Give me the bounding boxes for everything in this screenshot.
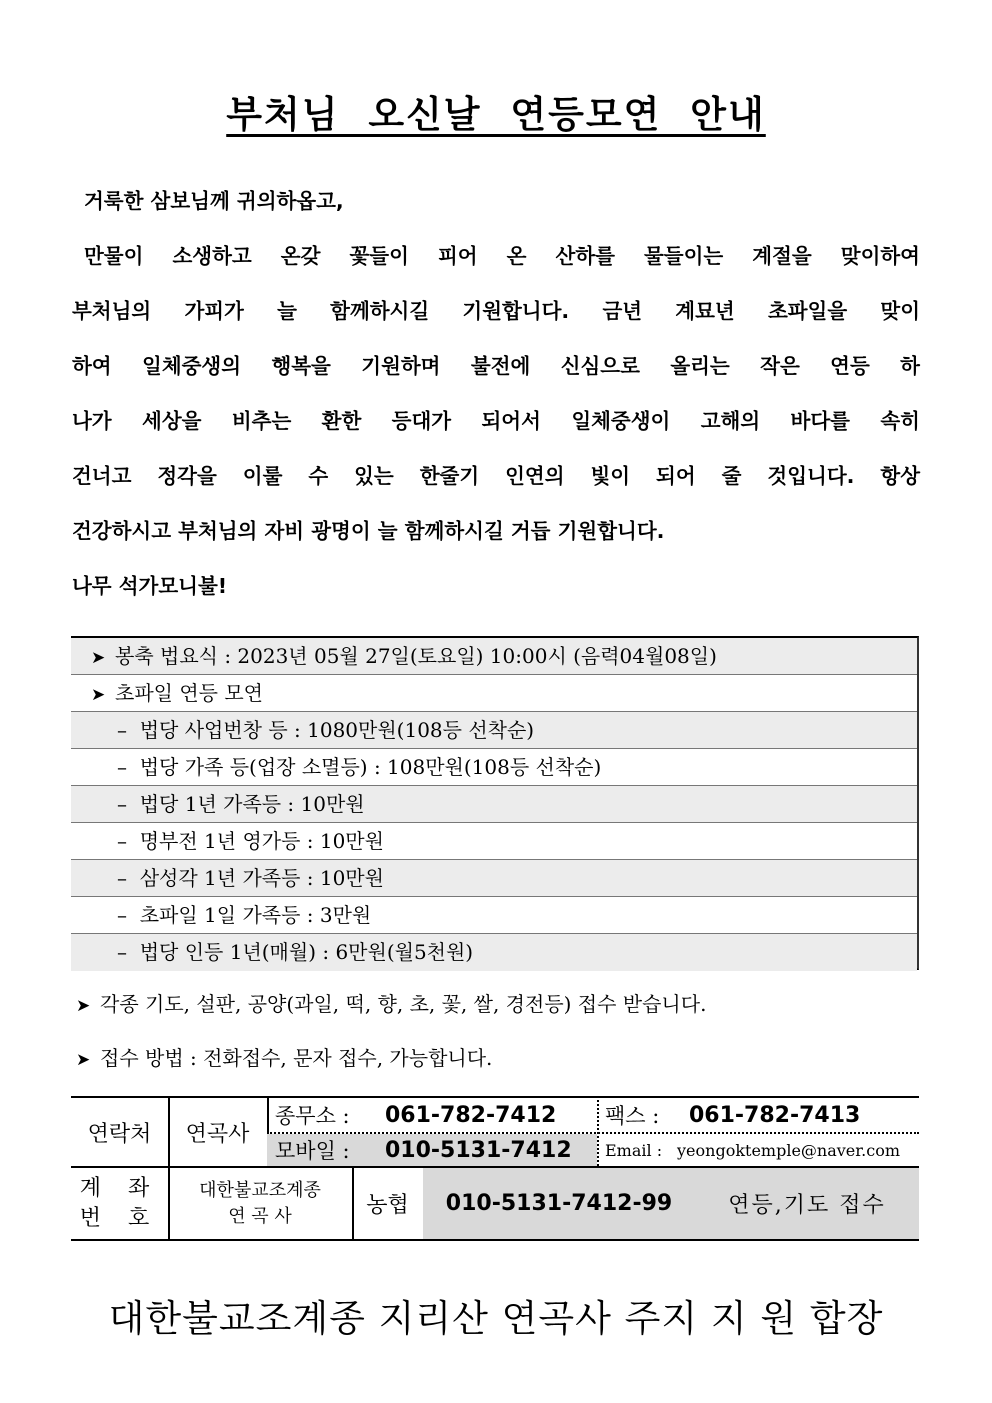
- arrow-icon: ➤: [76, 1050, 91, 1070]
- temple-name: 연곡사: [185, 1121, 250, 1147]
- ceremony-row: ➤ 봉축 법요식 : 2023년 05월 27일(토요일) 10:00시 (음력04월08일): [71, 638, 917, 675]
- fax-number: 061-782-7413: [689, 1102, 861, 1128]
- fax-label: 팩스 :: [605, 1104, 660, 1128]
- contact-label: 연락처: [87, 1121, 152, 1147]
- lantern-item: – 초파일 1일 가족등 : 3만원: [71, 897, 917, 934]
- lantern-item: – 명부전 1년 영가등 : 10만원: [71, 823, 917, 860]
- arrow-icon: ➤: [91, 648, 106, 668]
- body-line: 하여 일체중생의 행복을 기원하며 불전에 신심으로 올리는 작은 연등 하: [72, 354, 920, 378]
- closing-line: 나무 석가모니불!: [72, 574, 228, 598]
- account-holder: 대한불교조계종 연 곡 사: [199, 1179, 321, 1227]
- office-phone: 061-782-7412: [385, 1102, 557, 1128]
- page-title: 부처님 오신날 연등모연 안내: [226, 93, 766, 136]
- account-label: 계 좌 번 호: [79, 1175, 160, 1231]
- mobile-phone: 010-5131-7412: [385, 1137, 572, 1163]
- lantern-item: – 삼성각 1년 가족등 : 10만원: [71, 860, 917, 897]
- body-line: 나가 세상을 비추는 환한 등대가 되어서 일체중생이 고해의 바다를 속히: [72, 409, 920, 433]
- lantern-item: – 법당 가족 등(업장 소멸등) : 108만원(108등 선착순): [71, 749, 917, 786]
- lantern-item: – 법당 인등 1년(매월) : 6만원(월5천원): [71, 934, 917, 971]
- account-number: 010-5131-7412-99: [445, 1191, 673, 1216]
- lantern-item: – 법당 사업번창 등 : 1080만원(108등 선착순): [71, 712, 917, 749]
- account-purpose: 연등,기도 접수: [728, 1193, 886, 1218]
- contact-table: [71, 1096, 919, 1241]
- greeting-line: 거룩한 삼보님께 귀의하옵고,: [84, 189, 344, 213]
- body-line: 건강하시고 부처님의 자비 광명이 늘 함께하시길 거듭 기원합니다.: [72, 519, 665, 543]
- notice-method: ➤ 접수 방법 : 전화접수, 문자 접수, 가능합니다.: [76, 1046, 493, 1070]
- body-line: 건너고 정각을 이룰 수 있는 한줄기 인연의 빛이 되어 줄 것입니다. 항상: [72, 464, 920, 488]
- notice-offerings: ➤ 각종 기도, 설판, 공양(과일, 떡, 향, 초, 꽃, 쌀, 경전등) 접수 받습니다.: [76, 992, 707, 1016]
- bank-name: 농협: [366, 1193, 409, 1218]
- office-phone-label: 종무소 :: [275, 1104, 350, 1128]
- event-box: [71, 636, 919, 970]
- footer-signature: 대한불교조계종 지리산 연곡사 주지 지 원 합장: [108, 1297, 884, 1340]
- body-line: 만물이 소생하고 온갖 꽃들이 피어 온 산하를 물들이는 계절을 맞이하여: [84, 244, 920, 268]
- body-line: 부처님의 가피가 늘 함께하시길 기원합니다. 금년 계묘년 초파일을 맞이: [72, 299, 920, 323]
- arrow-icon: ➤: [76, 996, 91, 1016]
- email-label: Email :: [605, 1140, 663, 1160]
- arrow-icon: ➤: [91, 685, 106, 705]
- lantern-item: – 법당 1년 가족등 : 10만원: [71, 786, 917, 823]
- mobile-phone-label: 모바일 :: [275, 1139, 350, 1163]
- email-address: yeongoktemple@naver.com: [677, 1140, 901, 1160]
- lantern-title-row: ➤ 초파일 연등 모연: [71, 675, 917, 712]
